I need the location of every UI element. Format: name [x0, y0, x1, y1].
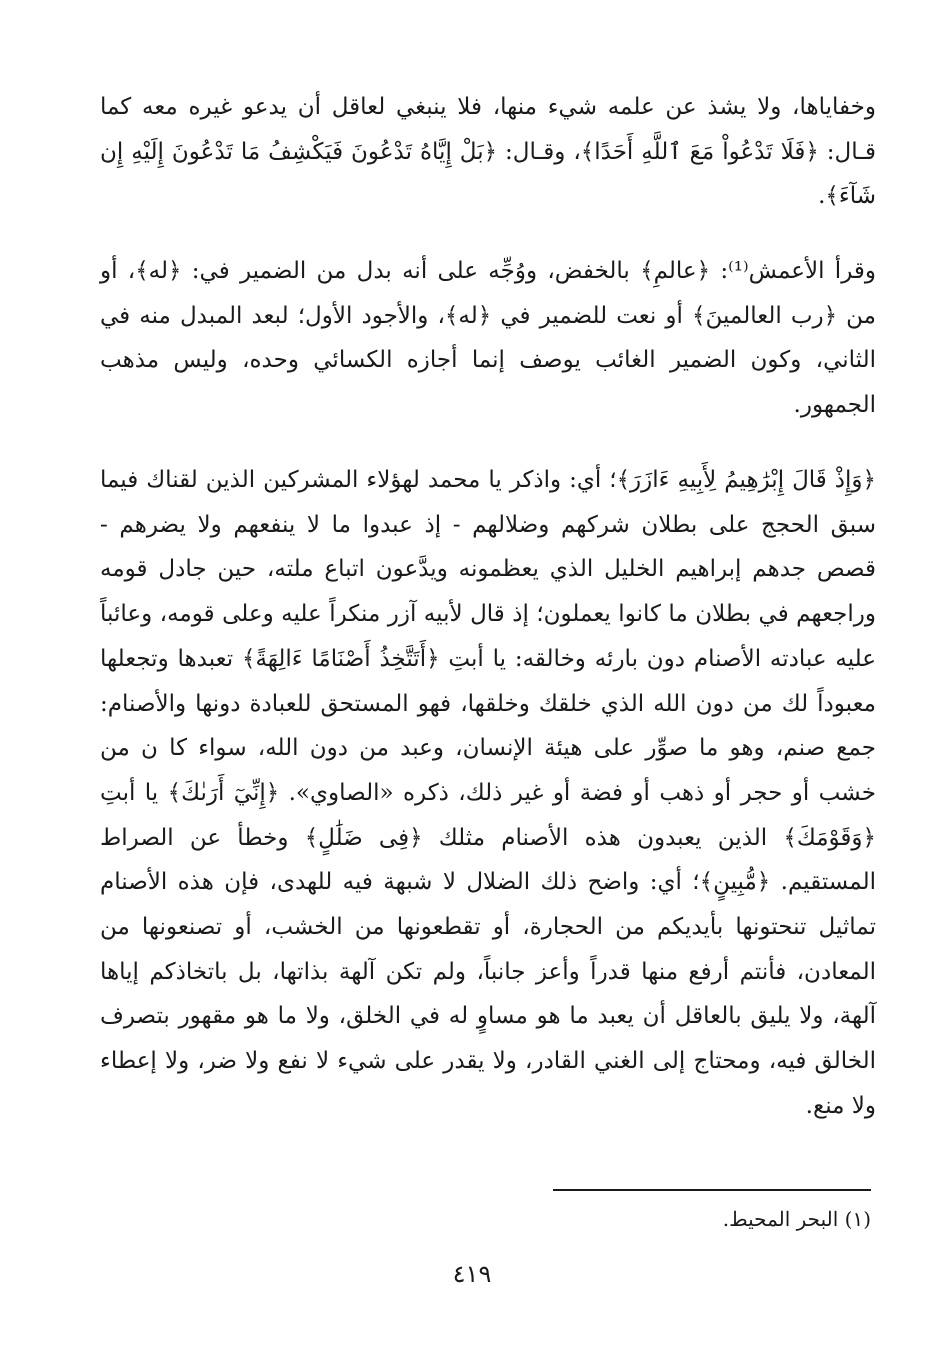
footnote: (١) البحر المحيط.: [722, 1207, 871, 1231]
paragraph-3: ﴿وَإِذْ قَالَ إِبْرَٰهِيمُ لِأَبِيهِ ءَازَرَ﴾؛ أي: واذكر يا محمد لهؤلاء المشركين الذين لقناك فيما سبق الحجج على بطلان شركهم وضلالهم - إذ عبدوا ما لا ينفعهم ولا يضرهم - قصص جدهم إبراهيم الخليل الذي يعظمونه ويدَّعون اتباع ملته، حين جادل قومه وراجعهم في بطلان ما كانوا يعملون؛ إذ قال لأبيه آزر منكراً عليه وعلى قومه، وعائباً عليه عبادته الأصنام دون بارئه وخالقه: يا أبتِ ﴿أَتَتَّخِذُ أَصْنَامًا ءَالِهَةً﴾ تعبدها وتجعلها معبوداً لك من دون الله الذي خلقك وخلقها، فهو المستحق للعبادة دونها والأصنام: جمع صنم، وهو ما صوِّر على هيئة الإنسان، وعبد من دون الله، سواء كا ن من خشب أو حجر أو ذهب أو فضة أو غير ذلك، ذكره «الصاوي». ﴿إِنِّيٓ أَرَىٰكَ﴾ يا أبتِ ﴿وَقَوْمَكَ﴾ الذين يعبدون هذه الأصنام مثلك ﴿فِى ضَلَٰلٍ﴾ وخطأ عن الصراط المستقيم. ﴿مُّبِينٍ﴾؛ أي: واضح ذلك الضلال لا شبهة فيه للهدى، فإن هذه الأصنام تماثيل تنحتونها بأيديكم من الحجارة، أو تقطعونها من الخشب، أو تصنعونها من المعادن، فأنتم أرفع منها قدراً وأعز جانباً، ولم تكن آلهة بذاتها، بل باتخاذكم إياها آلهة، ولا يليق بالعاقل أن يعبد ما هو مساوٍ له في الخلق، ولا ما هو مقهور بتصرف الخالق فيه، ومحتاج إلى الغني القادر، ولا يقدر على شيء لا نفع ولا ضر، ولا إعطاء ولا منع.: [100, 467, 876, 1119]
page-number: ٤١٩: [452, 1260, 492, 1288]
footnote-divider: [553, 1189, 871, 1191]
paragraph-2: وقرأ الأعمش⁽¹⁾: ﴿عالمِ﴾ بالخفض، ووُجِّه على أنه بدل من الضمير في: ﴿له﴾، أو من ﴿رب العالمينَ﴾ أو نعت للضمير في ﴿له﴾، والأجود الأول؛ لبعد المبدل منه في الثاني، وكون الضمير الغائب يوصف إنما أجازه الكسائي وحده، وليس مذهب الجمهور.: [100, 258, 876, 419]
paragraph-1: وخفاياها، ولا يشذ عن علمه شيء منها، فلا ينبغي لعاقل أن يدعو غيره معه كما قـال: ﴿فَلَا تَدْعُواْ مَعَ ٱللَّهِ أَحَدًا﴾، وقـال: ﴿بَلْ إِيَّاهُ تَدْعُونَ فَيَكْشِفُ مَا تَدْعُونَ إِلَيْهِ إِن شَآءَ﴾.: [100, 94, 876, 210]
